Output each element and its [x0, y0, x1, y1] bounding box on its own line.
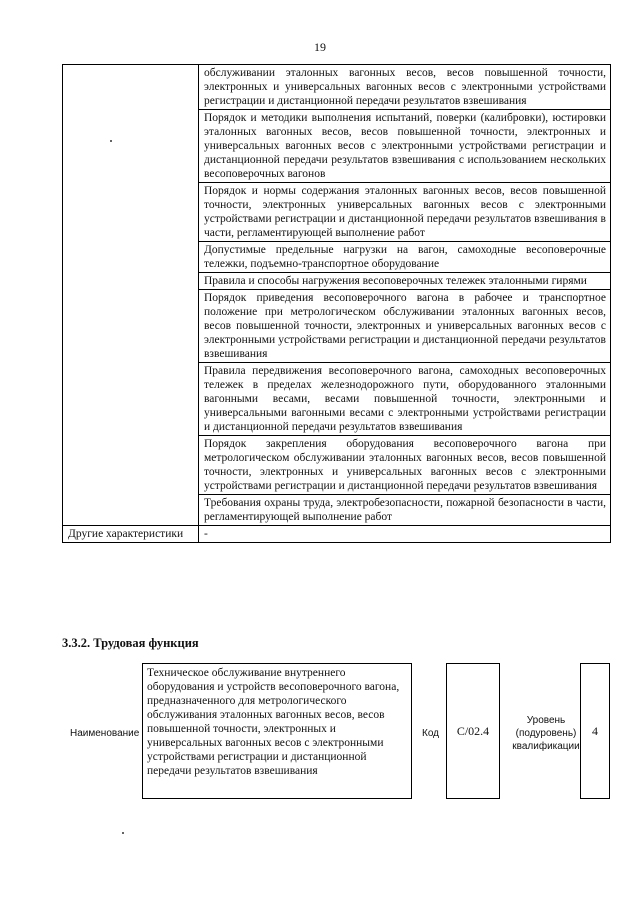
table-cell: Требования охраны труда, электробезопасности, пожарной безопасности в части, регламентирующей выполнение работ: [199, 495, 611, 526]
level-value: 4: [580, 663, 610, 799]
table-cell: Порядок закрепления оборудования весоповерочного вагона при метрологическом обслуживании эталонных вагонных весов, весов повышенной точности, электронных и универсальных вагонных весов с электронными устройствами регистрации и дистанционной передачи результатов взвешивания: [199, 436, 611, 495]
table-row: [63, 65, 611, 110]
other-characteristics-value: -: [199, 526, 611, 543]
code-label: Код: [422, 728, 440, 739]
other-characteristics-label: Другие характеристики: [63, 526, 199, 543]
page-number: 19: [314, 40, 326, 54]
scan-dot: [110, 140, 112, 142]
level-label: Уровень (подуровень) квалификации: [512, 715, 580, 752]
requirements-table: [62, 64, 611, 543]
table-cell: обслуживании эталонных вагонных весов, весов повышенной точности, электронных и универсальных вагонных весов с электронными устройствами регистрации и дистанционной передачи результатов взвешивания: [199, 65, 611, 110]
table-cell: Допустимые предельные нагрузки на вагон, самоходные весоповерочные тележки, подъемно-транспортное оборудование: [199, 242, 611, 273]
table-cell: Порядок и нормы содержания эталонных вагонных весов, весов повышенной точности, электронных универсальных вагонных весов с электронными устройствами регистрации и дистанционной передачи результатов взвешивания в части, регламентирующей выполнение работ: [199, 183, 611, 242]
left-empty-cell: [63, 65, 199, 526]
table-row-other: [63, 526, 611, 543]
table-cell: Порядок приведения весоповерочного вагона в рабочее и транспортное положение при метрологическом обслуживании эталонных вагонных весов, весов повышенной точности, электронных и универсальных вагонных весов с электронными устройствами регистрации и дистанционной передачи результатов взвешивания: [199, 290, 611, 363]
table-cell: Порядок и методики выполнения испытаний, поверки (калибровки), юстировки эталонных вагонных весов, весов повышенной точности, электронных и универсальных вагонных весов с электронными устройствами регистрации и дистанционной передачи результатов взвешивания с использованием нескольких весоповерочных вагонов: [199, 110, 611, 183]
scan-dot: [122, 832, 124, 834]
table-cell: Правила передвижения весоповерочного вагона, самоходных весоповерочных тележек в пределах железнодорожного пути, оборудованного эталонными вагонными весами, весами повышенной точности, электронными и универсальными вагонными весами с электронными устройствами регистрации и дистанционной передачи результатов взвешивания: [199, 363, 611, 436]
name-label: Наименование: [70, 728, 140, 739]
section-heading: 3.3.2. Трудовая функция: [62, 636, 199, 650]
code-value: C/02.4: [446, 663, 500, 799]
table-cell: Правила и способы нагружения весоповерочных тележек эталонными гирями: [199, 273, 611, 290]
labor-function-name: Техническое обслуживание внутреннего оборудования и устройств весоповерочного вагона, предназначенного для метрологического обслуживания эталонных вагонных весов, весов повышенной точности, электронных и универсальных вагонных весов с электронными устройствами регистрации и дистанционной передачи результатов взвешивания: [142, 663, 412, 799]
